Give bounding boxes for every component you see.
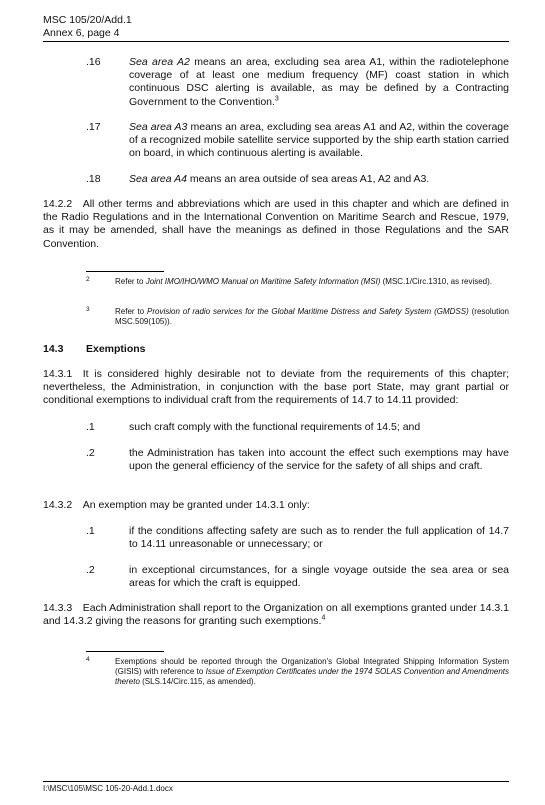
paragraph-14-3-3: 14.3.3 Each Administration shall report to the Organization on all exemptions granted under 14.3.1 and 14.3.2 giving the reasons for granting such exemptions.$^4$ [43, 602, 509, 628]
item-number: .2 [86, 564, 95, 576]
item-number: .18 [86, 173, 101, 185]
item-text: Sea area A2 means an area, excluding sea area A1, within the radiotelephone coverage of at least one medium frequency (MF) coast station in which continuous DSC alerting is available, as may be defined by a Contracting Government to the Convention.$^3$ [129, 56, 509, 108]
item-text: such craft comply with the functional requirements of 14.5; and [129, 421, 421, 433]
footnote-separator [86, 651, 164, 652]
paragraph-14-3-2: 14.3.2 An exemption may be granted under 14.3.1 only: [43, 499, 310, 511]
footnote-separator [86, 271, 164, 272]
file-path-footer: I:\MSC\105\MSC 105-20-Add.1.docx [43, 784, 173, 793]
defined-term: Sea area A3 [129, 121, 188, 133]
footnote-text: Refer to Provision of radio services for the Global Maritime Distress and Safety System (GMDSS) (resolution MSC.509(105)). [115, 307, 509, 327]
footnote-number: 4 [86, 656, 90, 663]
item-number: .17 [86, 121, 101, 133]
footnote-text: Refer to Joint IMO/IHO/WMO Manual on Maritime Safety Information (MSI) (MSC.1/Circ.1310, as revised). [115, 277, 493, 286]
defined-term: Sea area A2 [129, 56, 190, 68]
page-header [43, 14, 132, 39]
annex-page-label: Annex 6, page 4 [43, 26, 120, 39]
document-reference: MSC 105/20/Add.1 [43, 14, 132, 26]
section-number: 14.3 [43, 343, 64, 355]
footnote-ref: 3 [274, 95, 279, 103]
item-text: Sea area A3 means an area, excluding sea areas A1 and A2, within the coverage of a recognized mobile satellite service supported by the ship earth station carried on board, in which continuous alerting is available. [129, 121, 509, 160]
item-number: .1 [86, 525, 95, 537]
footnote-number: 2 [86, 276, 90, 283]
item-number: .2 [86, 447, 95, 459]
paragraph-14-2-2: 14.2.2 All other terms and abbreviations which are used in this chapter and which are defined in the Radio Regulations and in the International Convention on Maritime Search and Rescue, 1979, as it may be amended, shall have the meanings as defined in those Regulations and the SAR Convention. [43, 198, 509, 250]
item-text: Sea area A4 means an area outside of sea areas A1, A2 and A3. [129, 173, 430, 185]
footnote-text: Exemptions should be reported through the Organization's Global Integrated Shipping Information System (GISIS) with reference to Issue of Exemption Certificates under the 1974 SOLAS Convention and Amendments thereto (SLS.14/Circ.115, as amended). [115, 657, 509, 687]
item-number: .1 [86, 421, 95, 433]
section-title: Exemptions [86, 343, 146, 355]
item-text: if the conditions affecting safety are such as to render the full application of 14.7 to 14.11 unreasonable or unnecessary; or [129, 525, 509, 551]
footer-rule [43, 781, 509, 782]
footnote-number: 3 [86, 306, 90, 313]
item-text: in exceptional circumstances, for a single voyage outside the sea area or sea areas for which the craft is equipped. [129, 564, 509, 590]
item-number: .16 [86, 56, 101, 68]
section-heading [43, 343, 146, 355]
item-text: the Administration has taken into account the effect such exemptions may have upon the general efficiency of the service for the safety of all ships and craft. [129, 447, 509, 473]
paragraph-14-3-1: 14.3.1 It is considered highly desirable not to deviate from the requirements of this chapter; nevertheless, the Administration, in conjunction with the base port State, may grant partial or conditional exemptions to individual craft from the requirements of 14.7 to 14.11 provided: [43, 368, 509, 407]
header-rule [43, 41, 509, 42]
footnote-ref: 4 [321, 614, 326, 622]
defined-term: Sea area A4 [129, 173, 187, 185]
